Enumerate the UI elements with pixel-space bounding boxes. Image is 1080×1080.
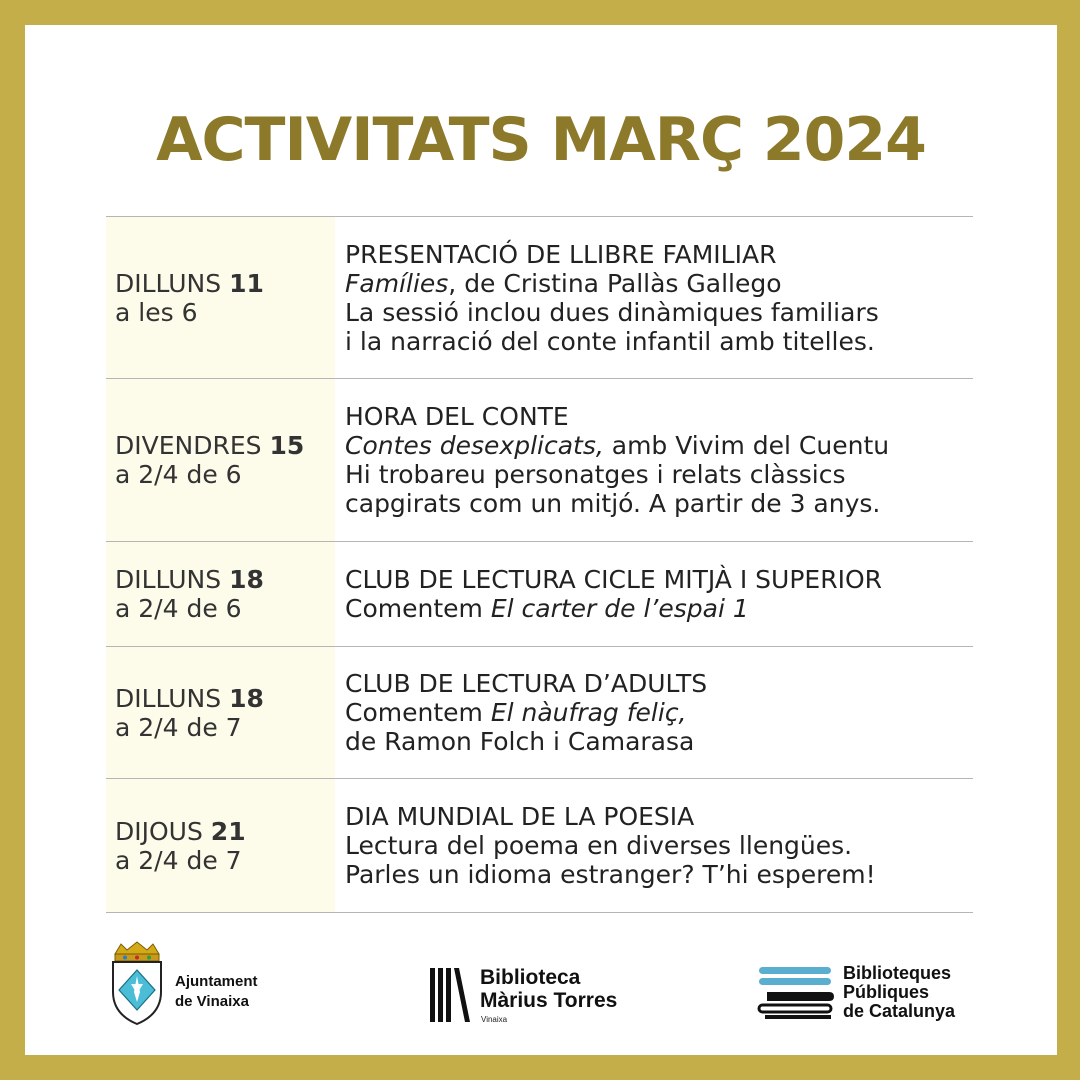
event-line-3: Parles un idioma estranger? T’hi esperem! <box>345 860 876 889</box>
event-line-2 <box>345 698 973 727</box>
bpc-name <box>843 964 955 1021</box>
table-row <box>106 647 973 779</box>
event-day: DILLUNS <box>115 683 222 713</box>
ajuntament-name <box>175 972 258 1012</box>
biblioteca-name <box>480 966 617 1012</box>
event-line-2: Lectura del poema en diverses llengües. <box>345 831 853 860</box>
poster-frame <box>25 25 1057 1055</box>
event-line-2 <box>345 594 973 623</box>
table-row <box>106 379 973 542</box>
event-date-cell <box>106 217 335 378</box>
bpc-line-3: de Catalunya <box>843 1001 956 1021</box>
biblioteca-line-2: Màrius Torres <box>480 989 618 1012</box>
event-date-cell <box>106 647 335 778</box>
event-book-title: Famílies <box>345 268 449 298</box>
event-date-cell <box>106 542 335 646</box>
event-line-2-rest: , de Cristina Pallàs Gallego <box>448 268 782 298</box>
event-day: DILLUNS <box>115 565 222 594</box>
event-day: DILLUNS <box>115 268 222 298</box>
biblioteca-line-1: Biblioteca <box>480 966 581 989</box>
event-line-2-plain: Comentem <box>345 698 491 727</box>
event-heading: CLUB DE LECTURA CICLE MITJÀ I SUPERIOR <box>345 565 882 594</box>
event-time: a les 6 <box>115 297 198 327</box>
event-line-2-plain: Comentem <box>345 594 491 623</box>
event-date: 21 <box>210 816 246 846</box>
event-day-line <box>115 817 335 846</box>
event-description <box>335 217 973 378</box>
footer-logos <box>25 930 1057 1040</box>
event-time: a 2/4 de 7 <box>115 712 242 742</box>
event-line-4: capgirats com un mitjó. A partir de 3 anys. <box>345 489 881 518</box>
event-date-cell <box>106 779 335 912</box>
bpc-line-1: Biblioteques <box>843 963 952 983</box>
event-line-4: i la narració del conte infantil amb titelles. <box>345 326 875 356</box>
table-row <box>106 779 973 913</box>
event-day: DIJOUS <box>115 816 203 846</box>
event-book-title: El nàufrag feliç, <box>490 698 687 727</box>
coat-of-arms-icon <box>107 940 167 1030</box>
event-date-cell <box>106 379 335 541</box>
event-date: 18 <box>229 565 264 594</box>
event-line-3: de Ramon Folch i Camarasa <box>345 727 695 756</box>
biblioteca-logo <box>430 960 670 1030</box>
bpc-logo <box>757 960 1007 1030</box>
ajuntament-logo <box>107 940 307 1030</box>
stacked-books-icon <box>757 965 837 1021</box>
event-date: 11 <box>229 268 264 298</box>
event-line-3: La sessió inclou dues dinàmiques familiars <box>345 297 879 327</box>
event-description <box>335 779 973 912</box>
event-description <box>335 647 973 778</box>
event-line-2-rest: amb Vivim del Cuentu <box>603 431 890 460</box>
event-book-title: Contes desexplicats, <box>345 431 604 460</box>
event-heading: DIA MUNDIAL DE LA POESIA <box>345 802 695 831</box>
books-bars-icon <box>430 968 474 1022</box>
event-book-title: El carter de l’espai 1 <box>490 594 749 623</box>
table-row <box>106 542 973 647</box>
event-heading: CLUB DE LECTURA D’ADULTS <box>345 669 708 698</box>
event-line-2 <box>345 431 973 460</box>
biblioteca-sub: Vinaixa <box>481 1015 508 1024</box>
events-table <box>106 216 973 913</box>
ajuntament-line-1: Ajuntament <box>175 973 258 990</box>
event-time: a 2/4 de 7 <box>115 845 242 875</box>
bpc-line-2: Públiques <box>843 982 930 1002</box>
page-title: ACTIVITATS MARÇ 2024 <box>156 105 926 175</box>
event-description <box>335 379 973 541</box>
event-day: DIVENDRES <box>115 431 262 460</box>
event-line-3: Hi trobareu personatges i relats clàssics <box>345 460 846 489</box>
event-heading: HORA DEL CONTE <box>345 402 569 431</box>
event-date: 15 <box>269 431 305 460</box>
event-description <box>335 542 973 646</box>
event-date: 18 <box>229 683 264 713</box>
ajuntament-line-2: de Vinaixa <box>175 993 249 1010</box>
event-day-line <box>115 431 335 460</box>
event-heading: PRESENTACIÓ DE LLIBRE FAMILIAR <box>345 239 777 269</box>
event-day-line <box>115 684 335 713</box>
event-line-2 <box>345 269 973 298</box>
event-time: a 2/4 de 6 <box>115 594 242 623</box>
table-row <box>106 217 973 379</box>
event-day-line <box>115 269 335 298</box>
event-day-line <box>115 565 335 594</box>
event-time: a 2/4 de 6 <box>115 460 242 489</box>
